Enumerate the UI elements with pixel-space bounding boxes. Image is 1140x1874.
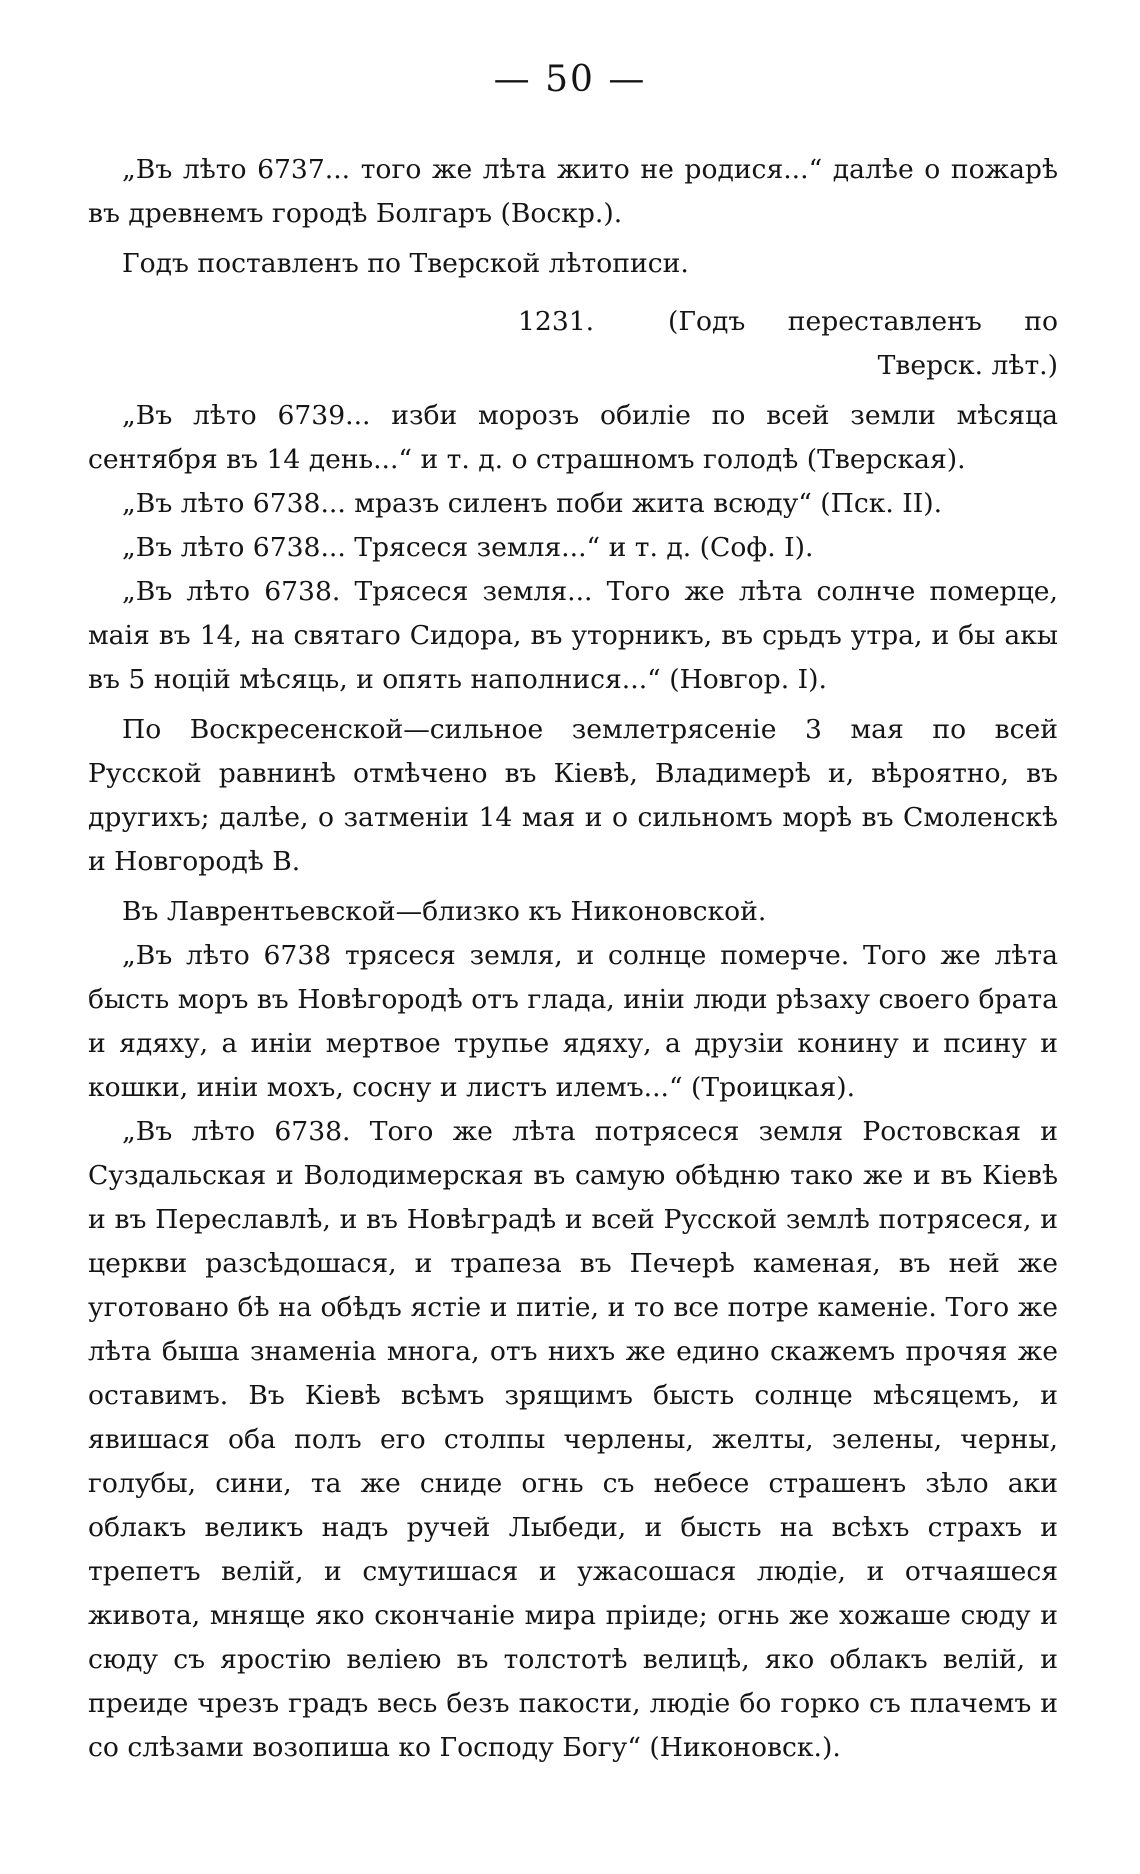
- paragraph: „Въ лѣто 6738 трясеся земля, и солнце померче. Того же лѣта бысть моръ въ Новѣгородѣ отъ глада, иніи люди рѣзаху своего брата и ядяху, а иніи мертвое трупье ядяху, а друзіи конину и псину и кошки, иніи мохъ, сосну и листъ илемъ...“ (Троицкая).: [88, 940, 1058, 1103]
- paragraph: „Въ лѣто 6738. Того же лѣта потрясеся земля Ростовская и Суздальская и Володимерская въ самую обѣдню тако же и въ Кіевѣ и въ Переславлѣ, и въ Новѣградѣ и всей Русской землѣ потрясеся, и церкви разсѣдошася, и трапеза въ Печерѣ каменая, въ ней же уготовано бѣ на обѣдъ ястіе и питіе, и то все потре каменіе. Того же лѣта быша знаменіа многа, отъ нихъ же едино скажемъ прочяя же оставимъ. Въ Кіевѣ всѣмъ зрящимъ бысть солнце мѣсяцемъ, и явишася оба полъ его столпы черлены, желты, зелены, черны, голубы, сини, та же сниде огнь съ небесе страшенъ зѣло аки облакъ великъ надъ ручей Лыбеди, и бысть на всѣхъ страхъ и трепетъ велій, и смутишася и ужасошася людіе, и отчаяшеся живота, мняще яко скончаніе мира пріиде; огнь же хожаше сюду и сюду съ яростію веліею въ толстотѣ велицѣ, яко облакъ велій, и преиде чрезъ градъ весь безъ пакости, людіе бо горко съ плачемъ и со слѣзами возопиша ко Господу Богу“ (Никоновск.).: [88, 1116, 1058, 1763]
- year-heading: [88, 286, 1058, 388]
- paragraph: „Въ лѣто 6738... Трясеся земля...“ и т. д. (Соф. I).: [122, 532, 814, 563]
- paragraph: „Въ лѣто 6737... того же лѣта жито не родися...“ далѣе о пожарѣ въ древнемъ городѣ Болгаръ (Воскр.).: [88, 154, 1058, 229]
- page-body: [88, 148, 1058, 1770]
- paragraph: Въ Лаврентьевской—близко къ Никоновской.: [122, 896, 767, 927]
- paragraph: Годъ поставленъ по Тверской лѣтописи.: [122, 248, 689, 279]
- page-number: — 50 —: [493, 59, 647, 100]
- paragraph: „Въ лѣто 6739... изби морозъ обиліе по всей земли мѣсяца сентября въ 14 день...“ и т. д. о страшномъ голодѣ (Тверская).: [88, 400, 1058, 475]
- paragraph: По Воскресенской—сильное землетрясеніе 3 мая по всей Русской равнинѣ отмѣчено въ Кіевѣ, Владимерѣ и, вѣроятно, въ другихъ; далѣе, о затменіи 14 мая и о сильномъ морѣ въ Смоленскѣ и Новгородѣ В.: [88, 714, 1058, 877]
- year-note: (Годъ переставленъ по Тверск. лѣт.): [668, 306, 1058, 381]
- paragraph: „Въ лѣто 6738. Трясеся земля... Того же лѣта солнче померце, маія въ 14, на святаго Сидора, въ уторникъ, въ срьдъ утра, и бы акы въ 5 ноцій мѣсяць, и опять наполнися...“ (Новгор. I).: [88, 576, 1058, 695]
- paragraph: „Въ лѣто 6738... мразъ силенъ поби жита всюду“ (Пск. II).: [122, 488, 943, 519]
- year-label: 1231.: [518, 306, 595, 337]
